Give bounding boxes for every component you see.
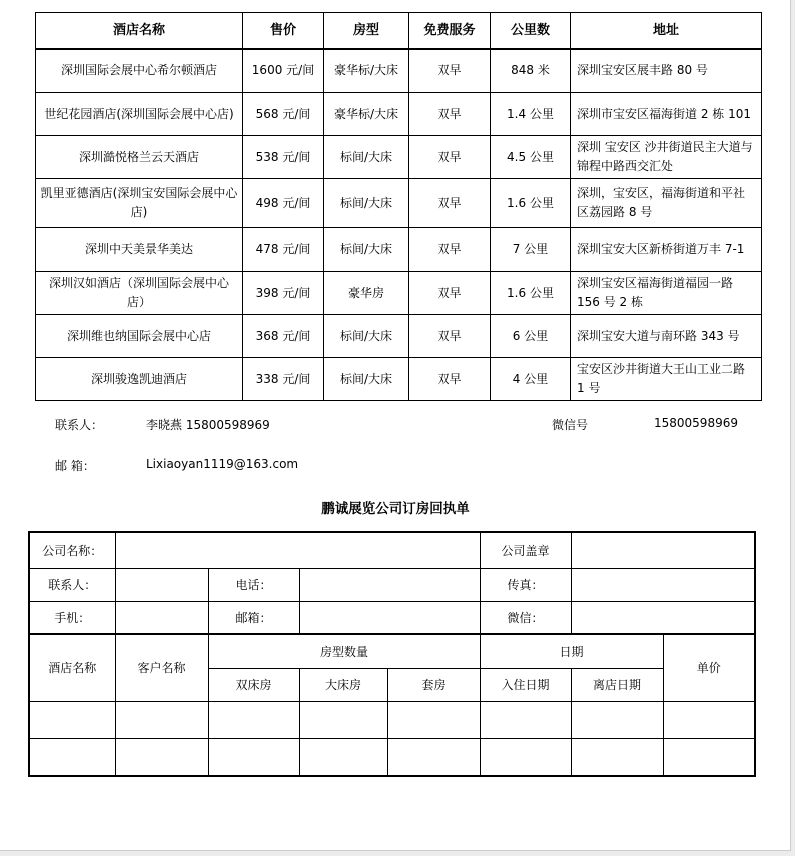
form-entry-cell[interactable] [663, 701, 755, 738]
hotel-row [36, 315, 762, 358]
form-col-checkout-date: 离店日期 [571, 668, 663, 701]
form-entry-cell[interactable] [571, 738, 663, 776]
room-type-cell: 标间/大床 [324, 179, 409, 228]
hotel-name-cell: 深圳汉如酒店（深圳国际会展中心店） [36, 272, 243, 315]
address-cell: 深圳宝安大道与南环路 343 号 [571, 315, 762, 358]
contact-person-label: 联系人： [55, 418, 104, 432]
form-entry-cell[interactable] [387, 701, 480, 738]
form-entry-cell[interactable] [480, 738, 571, 776]
form-entry-row [29, 738, 755, 776]
free-service-cell: 双早 [409, 315, 491, 358]
distance-cell: 1.4 公里 [491, 93, 571, 136]
room-type-cell: 标间/大床 [324, 136, 409, 179]
hotel-name-cell: 世纪花园酒店(深圳国际会展中心店) [36, 93, 243, 136]
price-cell: 1600 元/间 [243, 49, 324, 93]
form-company-input-cell[interactable] [115, 532, 480, 568]
hotel-name-cell: 深圳中天美景华美达 [36, 228, 243, 272]
hotel-name-cell: 深圳骏逸凯迪酒店 [36, 358, 243, 401]
form-contact-input-cell[interactable] [115, 568, 208, 601]
room-type-cell: 豪华标/大床 [324, 49, 409, 93]
distance-cell: 4.5 公里 [491, 136, 571, 179]
form-col-checkin-date: 入住日期 [480, 668, 571, 701]
form-entry-cell[interactable] [663, 738, 755, 776]
contact-line-2 [0, 457, 791, 475]
room-type-cell: 标间/大床 [324, 358, 409, 401]
free-service-cell: 双早 [409, 179, 491, 228]
price-cell: 498 元/间 [243, 179, 324, 228]
col-header-free-service: 免费服务 [409, 13, 491, 49]
address-cell: 深圳，宝安区，福海街道和平社区荔园路 8 号 [571, 179, 762, 228]
form-mobile-label: 手机： [29, 601, 115, 634]
form-wechat-label: 微信： [480, 601, 571, 634]
form-header-row-top [29, 634, 755, 668]
form-entry-cell[interactable] [299, 701, 387, 738]
form-entry-cell[interactable] [115, 738, 208, 776]
form-row-mobile [29, 601, 755, 634]
hotel-row [36, 228, 762, 272]
distance-cell: 7 公里 [491, 228, 571, 272]
room-type-cell: 标间/大床 [324, 315, 409, 358]
free-service-cell: 双早 [409, 136, 491, 179]
form-col-suite: 套房 [387, 668, 480, 701]
form-col-date: 日期 [480, 634, 663, 668]
hotel-row [36, 358, 762, 401]
contact-line-1 [0, 416, 791, 434]
distance-cell: 6 公里 [491, 315, 571, 358]
form-entry-cell[interactable] [29, 738, 115, 776]
distance-cell: 4 公里 [491, 358, 571, 401]
form-col-king-room: 大床房 [299, 668, 387, 701]
form-entry-cell[interactable] [208, 738, 299, 776]
form-contact-label: 联系人： [29, 568, 115, 601]
room-type-cell: 标间/大床 [324, 228, 409, 272]
wechat-value: 15800598969 [654, 416, 738, 430]
form-stamp-input-cell[interactable] [571, 532, 755, 568]
form-entry-cell[interactable] [115, 701, 208, 738]
form-fax-label: 传真： [480, 568, 571, 601]
form-row-company [29, 532, 755, 568]
address-cell: 深圳市宝安区福海街道 2 栋 101 [571, 93, 762, 136]
form-wechat-input-cell[interactable] [571, 601, 755, 634]
free-service-cell: 双早 [409, 49, 491, 93]
hotel-table [35, 12, 762, 401]
form-email-input-cell[interactable] [299, 601, 480, 634]
hotel-row [36, 136, 762, 179]
col-header-price: 售价 [243, 13, 324, 49]
col-header-address: 地址 [571, 13, 762, 49]
distance-cell: 1.6 公里 [491, 179, 571, 228]
free-service-cell: 双早 [409, 358, 491, 401]
hotel-name-cell: 深圳国际会展中心希尔顿酒店 [36, 49, 243, 93]
email-label: 邮 箱： [55, 459, 95, 473]
hotel-name-cell: 深圳澔悦格兰云天酒店 [36, 136, 243, 179]
booking-form-table [28, 531, 756, 777]
hotel-row [36, 49, 762, 93]
distance-cell: 848 米 [491, 49, 571, 93]
hotel-name-cell: 凯里亚德酒店(深圳宝安国际会展中心店) [36, 179, 243, 228]
form-entry-cell[interactable] [571, 701, 663, 738]
form-col-unit-price: 单价 [663, 634, 755, 701]
free-service-cell: 双早 [409, 228, 491, 272]
price-cell: 368 元/间 [243, 315, 324, 358]
form-title: 鹏诚展览公司订房回执单 [321, 501, 470, 517]
form-phone-input-cell[interactable] [299, 568, 480, 601]
hotel-row [36, 179, 762, 228]
form-entry-cell[interactable] [387, 738, 480, 776]
col-header-distance: 公里数 [491, 13, 571, 49]
form-col-room-quantity: 房型数量 [208, 634, 480, 668]
address-cell: 深圳 宝安区 沙井街道民主大道与锦程中路西交汇处 [571, 136, 762, 179]
form-company-label: 公司名称： [29, 532, 115, 568]
form-col-hotel-name: 酒店名称 [29, 634, 115, 701]
distance-cell: 1.6 公里 [491, 272, 571, 315]
wechat-label: 微信号 [552, 418, 589, 432]
hotel-row [36, 93, 762, 136]
room-type-cell: 豪华标/大床 [324, 93, 409, 136]
price-cell: 568 元/间 [243, 93, 324, 136]
form-entry-cell[interactable] [299, 738, 387, 776]
form-col-customer-name: 客户名称 [115, 634, 208, 701]
form-entry-row [29, 701, 755, 738]
form-row-contact [29, 568, 755, 601]
form-mobile-input-cell[interactable] [115, 601, 208, 634]
price-cell: 478 元/间 [243, 228, 324, 272]
form-entry-cell[interactable] [208, 701, 299, 738]
form-col-twin-room: 双床房 [208, 668, 299, 701]
email-value: Lixiaoyan1119@163.com [146, 457, 299, 471]
room-type-cell: 豪华房 [324, 272, 409, 315]
form-entry-cell[interactable] [480, 701, 571, 738]
hotel-row [36, 272, 762, 315]
col-header-room-type: 房型 [324, 13, 409, 49]
col-header-hotel-name: 酒店名称 [36, 13, 243, 49]
price-cell: 398 元/间 [243, 272, 324, 315]
free-service-cell: 双早 [409, 272, 491, 315]
form-email-label: 邮箱： [208, 601, 299, 634]
form-phone-label: 电话： [208, 568, 299, 601]
price-cell: 538 元/间 [243, 136, 324, 179]
hotel-table-header-row [36, 13, 762, 49]
price-cell: 338 元/间 [243, 358, 324, 401]
form-stamp-label: 公司盖章 [480, 532, 571, 568]
free-service-cell: 双早 [409, 93, 491, 136]
address-cell: 深圳宝安区福海街道福园一路 156 号 2 栋 [571, 272, 762, 315]
form-entry-cell[interactable] [29, 701, 115, 738]
hotel-name-cell: 深圳维也纳国际会展中心店 [36, 315, 243, 358]
address-cell: 宝安区沙井街道大王山工业二路 1 号 [571, 358, 762, 401]
address-cell: 深圳宝安大区新桥街道万丰 7-1 [571, 228, 762, 272]
contact-person-value: 李晓燕 15800598969 [146, 418, 270, 432]
form-fax-input-cell[interactable] [571, 568, 755, 601]
address-cell: 深圳宝安区展丰路 80 号 [571, 49, 762, 93]
